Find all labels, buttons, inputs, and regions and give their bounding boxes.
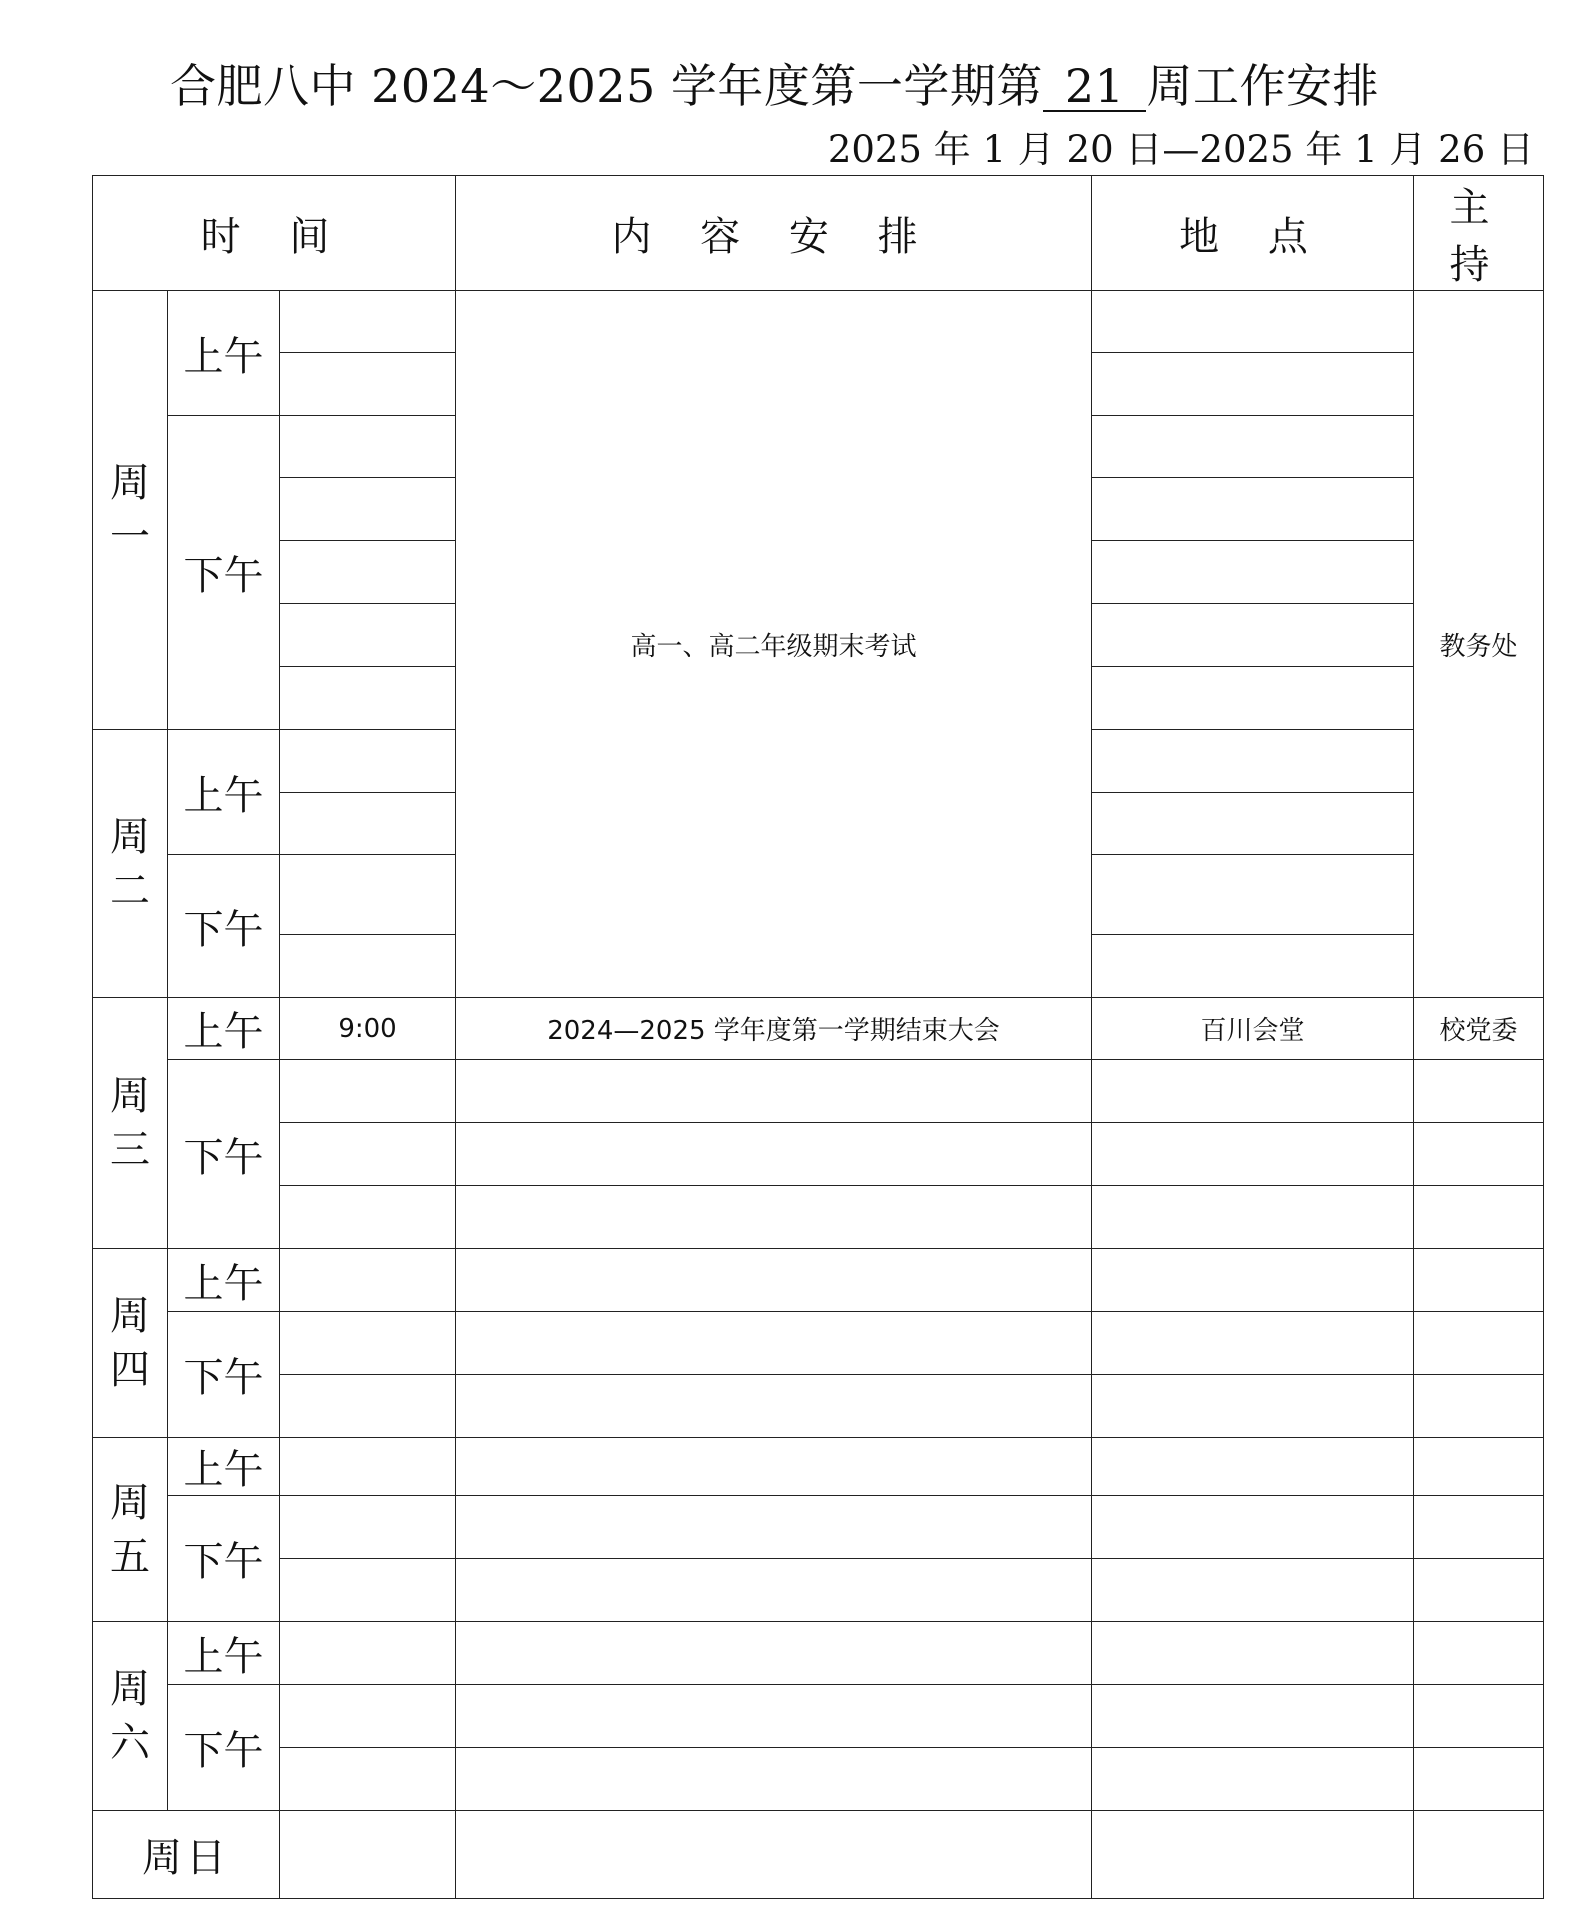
table-row [93,1438,1544,1496]
week-number: 21 [1043,62,1147,112]
day-sunday: 周日 [93,1811,280,1899]
place-cell [1092,730,1414,793]
period-morning: 上午 [168,730,280,855]
header-content: 内 容 安 排 [456,176,1092,291]
closing-place: 百川会堂 [1092,998,1414,1060]
day-wednesday: 周 三 [93,998,168,1249]
page-title [170,58,1379,114]
title-prefix: 合肥八中 2024～2025 学年度第一学期第 [170,59,1043,113]
header-place: 地 点 [1092,176,1414,291]
table-row [93,1312,1544,1375]
table-row [93,1559,1544,1622]
table-row [93,1748,1544,1811]
table-row [93,1249,1544,1312]
exam-content: 高一、高二年级期末考试 [456,291,1092,998]
place-cell [1092,353,1414,416]
header-host: 主 持 [1414,176,1544,291]
day-friday: 周 五 [93,1438,168,1622]
closing-content: 2024—2025 学年度第一学期结束大会 [456,998,1092,1060]
time-cell [280,416,456,478]
time-cell [280,730,456,793]
closing-host: 校党委 [1414,998,1544,1060]
title-suffix: 周工作安排 [1146,59,1379,113]
day-tuesday: 周 二 [93,730,168,998]
table-row [93,1375,1544,1438]
period-afternoon: 下午 [168,1685,280,1811]
period-morning: 上午 [168,998,280,1060]
period-afternoon: 下午 [168,1496,280,1622]
time-cell [280,793,456,855]
table-row [93,1123,1544,1186]
period-afternoon: 下午 [168,855,280,998]
period-morning: 上午 [168,1622,280,1685]
time-cell [280,478,456,541]
header-time: 时 间 [93,176,456,291]
day-monday: 周 一 [93,291,168,730]
period-morning: 上午 [168,1438,280,1496]
place-cell [1092,935,1414,998]
time-cell [280,855,456,935]
schedule-table [92,175,1544,1899]
time-cell [280,667,456,730]
table-row [93,291,1544,353]
day-thursday: 周 四 [93,1249,168,1438]
time-cell [280,353,456,416]
time-cell [280,604,456,667]
closing-time: 9:00 [280,998,456,1060]
date-range: 2025 年 1 月 20 日—2025 年 1 月 26 日 [827,128,1534,171]
place-cell [1092,604,1414,667]
place-cell [1092,667,1414,730]
period-afternoon: 下午 [168,1312,280,1438]
time-cell [280,291,456,353]
time-cell [280,541,456,604]
place-cell [1092,478,1414,541]
table-row [93,1622,1544,1685]
place-cell [1092,793,1414,855]
place-cell [1092,541,1414,604]
period-afternoon: 下午 [168,1060,280,1249]
place-cell [1092,291,1414,353]
time-cell [280,935,456,998]
day-saturday: 周 六 [93,1622,168,1811]
period-afternoon: 下午 [168,416,280,730]
exam-host: 教务处 [1414,291,1544,998]
header-row [93,176,1544,291]
period-morning: 上午 [168,1249,280,1312]
table-row [93,1685,1544,1748]
table-row [93,1186,1544,1249]
table-row [93,1496,1544,1559]
table-row [93,998,1544,1060]
table-row [93,1811,1544,1899]
period-morning: 上午 [168,291,280,416]
place-cell [1092,416,1414,478]
table-row [93,1060,1544,1123]
place-cell [1092,855,1414,935]
